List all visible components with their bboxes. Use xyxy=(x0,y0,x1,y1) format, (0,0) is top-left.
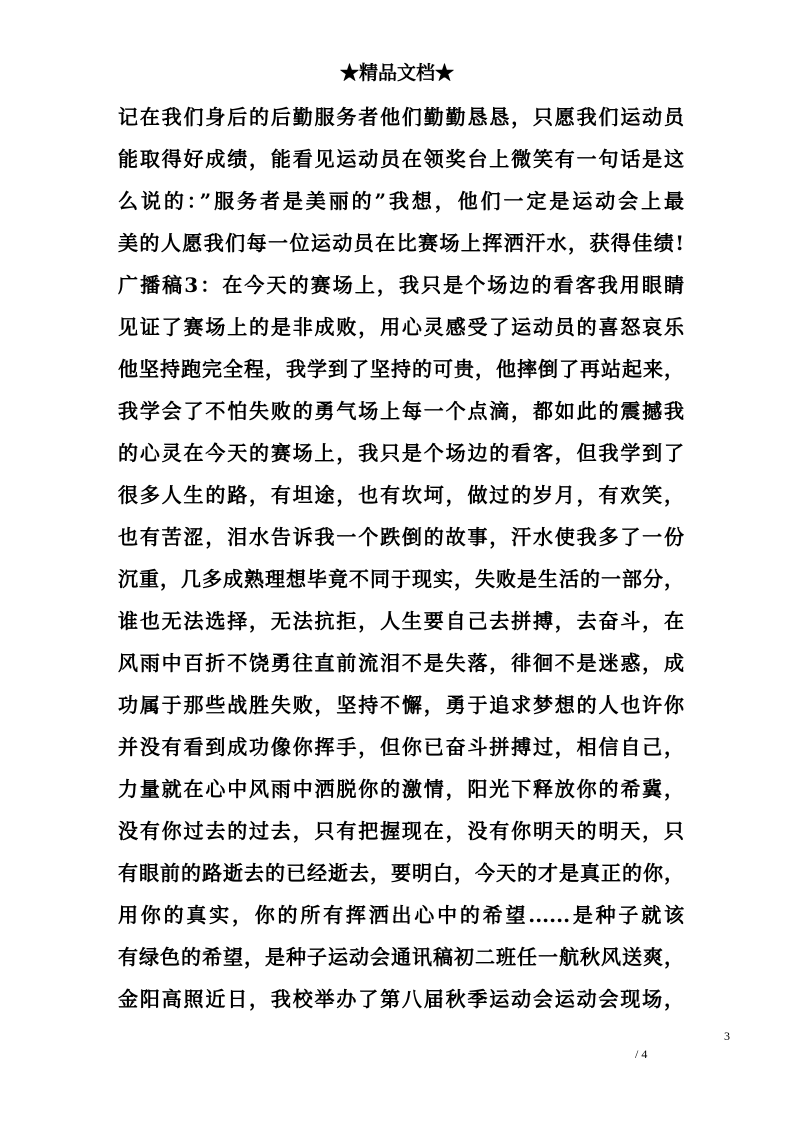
body-line: 的心灵在今天的赛场上，我只是个场边的看客，但我学到了 xyxy=(118,441,684,465)
body-line: 用你的真实，你的所有挥洒出心中的希望......是种子就该 xyxy=(118,903,684,927)
body-line: 风雨中百折不饶勇往直前流泪不是失落，徘徊不是迷惑，成 xyxy=(118,651,684,675)
page-total: / 4 xyxy=(635,1047,648,1061)
body-line: 很多人生的路，有坦途，也有坎坷，做过的岁月，有欢笑， xyxy=(118,483,684,507)
body-line: 金阳高照近日，我校举办了第八届秋季运动会运动会现场， xyxy=(118,987,684,1011)
body-line: 并没有看到成功像你挥手，但你已奋斗拼搏过，相信自己， xyxy=(118,735,684,759)
body-line: 没有你过去的过去，只有把握现在，没有你明天的明天，只 xyxy=(118,819,684,843)
body-line: 见证了赛场上的是非成败，用心灵感受了运动员的喜怒哀乐 xyxy=(118,315,684,339)
body-line: 美的人愿我们每一位运动员在比赛场上挥洒汗水，获得佳绩! xyxy=(118,231,684,255)
body-line: 能取得好成绩，能看见运动员在领奖台上微笑有一句话是这 xyxy=(118,147,684,171)
document-body xyxy=(118,96,684,1020)
body-line: 力量就在心中风雨中洒脱你的激情，阳光下释放你的希冀， xyxy=(118,777,684,801)
body-line: 有眼前的路逝去的已经逝去，要明白，今天的才是真正的你， xyxy=(118,861,684,885)
body-line: 我学会了不怕失败的勇气场上每一个点滴，都如此的震撼我 xyxy=(118,399,684,423)
body-line: 他坚持跑完全程，我学到了坚持的可贵，他摔倒了再站起来， xyxy=(118,357,684,381)
body-line: 有绿色的希望，是种子运动会通讯稿初二班任一航秋风送爽， xyxy=(118,945,684,969)
body-line: 沉重，几多成熟理想毕竟不同于现实，失败是生活的一部分， xyxy=(118,567,684,591)
body-line: 谁也无法选择，无法抗拒，人生要自己去拼搏，去奋斗，在 xyxy=(118,609,684,633)
body-line: 么说的：”服务者是美丽的”我想，他们一定是运动会上最 xyxy=(118,189,684,213)
body-line: 记在我们身后的后勤服务者他们勤勤恳恳，只愿我们运动员 xyxy=(118,105,684,129)
body-line: 也有苦涩，泪水告诉我一个跌倒的故事，汗水使我多了一份 xyxy=(118,525,684,549)
body-line: 功属于那些战胜失败，坚持不懈，勇于追求梦想的人也许你 xyxy=(118,693,684,717)
body-line: 广播稿3：在今天的赛场上，我只是个场边的看客我用眼睛 xyxy=(118,273,684,297)
document-header-title: ★精品文档★ xyxy=(339,62,454,84)
page-number: 3 xyxy=(724,1029,730,1043)
